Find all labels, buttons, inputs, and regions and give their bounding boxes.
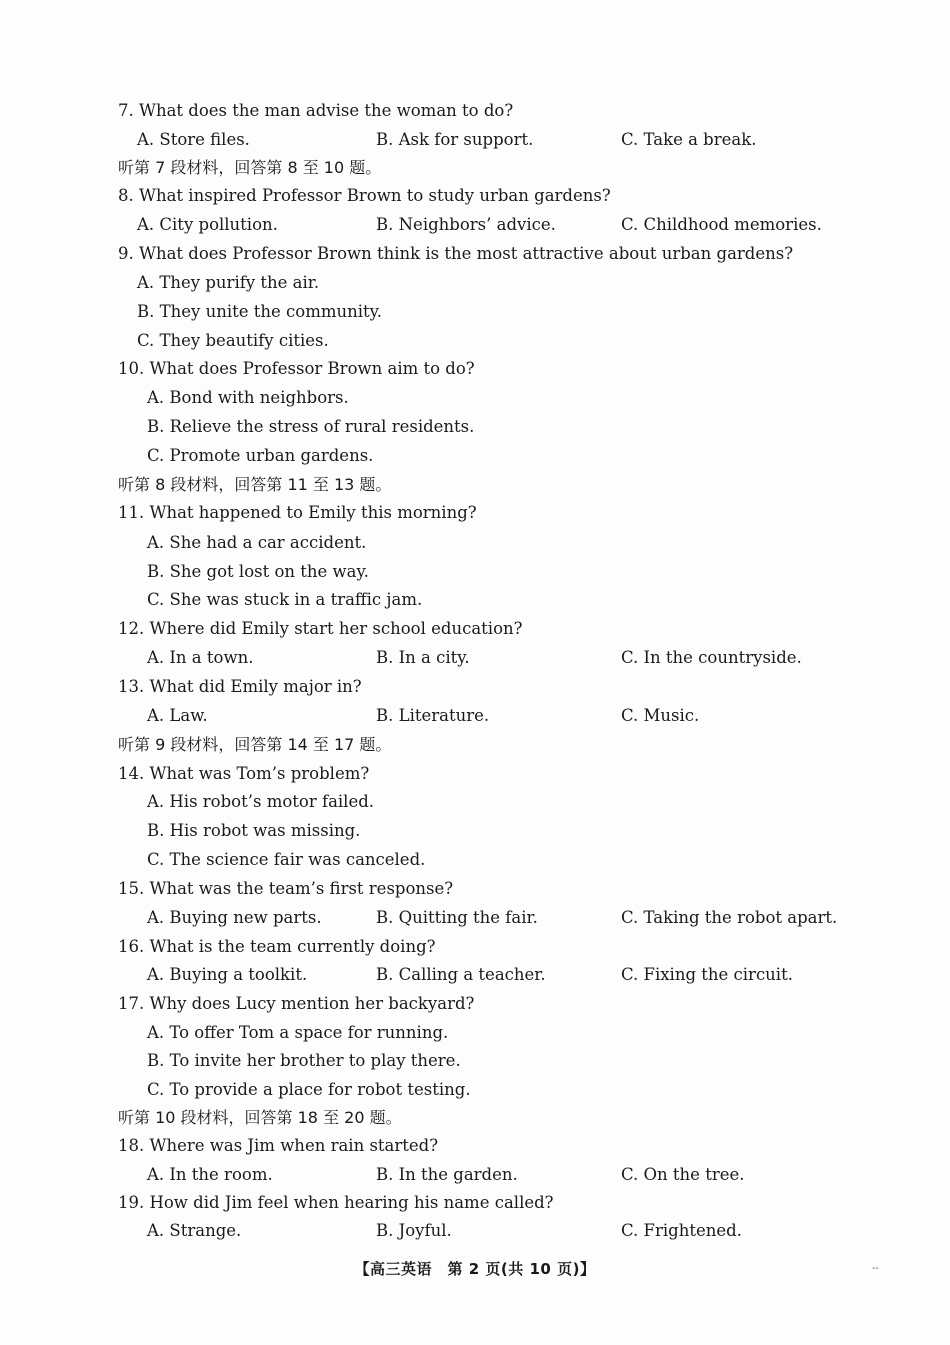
q18-option-b: B. In the garden. (376, 1165, 518, 1184)
q10-option-a: A. Bond with neighbors. (147, 388, 349, 407)
q8-option-b: B. Neighbors’ advice. (376, 215, 556, 234)
question-13: 13. What did Emily major in? (118, 677, 362, 696)
q12-option-b: B. In a city. (376, 648, 470, 667)
q18-option-c: C. On the tree. (621, 1165, 745, 1184)
section-9-heading: 听第 9 段材料，回答第 14 至 17 题。 (118, 735, 392, 754)
question-15: 15. What was the team’s first response? (118, 879, 454, 898)
question-14: 14. What was Tom’s problem? (118, 764, 370, 783)
q14-option-a: A. His robot’s motor failed. (147, 792, 375, 811)
q10-option-b: B. Relieve the stress of rural residents. (147, 417, 475, 436)
q13-option-c: C. Music. (621, 706, 700, 725)
q15-option-c: C. Taking the robot apart. (621, 908, 838, 927)
section-7-heading: 听第 7 段材料，回答第 8 至 10 题。 (118, 158, 382, 177)
question-16: 16. What is the team currently doing? (118, 937, 436, 956)
q17-option-b: B. To invite her brother to play there. (147, 1051, 461, 1070)
q16-option-c: C. Fixing the circuit. (621, 965, 793, 984)
q9-option-c: C. They beautify cities. (137, 331, 329, 350)
q9-option-a: A. They purify the air. (137, 273, 320, 292)
q17-option-c: C. To provide a place for robot testing. (147, 1080, 471, 1099)
q19-option-b: B. Joyful. (376, 1221, 452, 1240)
q11-option-c: C. She was stuck in a traffic jam. (147, 590, 423, 609)
q15-option-a: A. Buying new parts. (147, 908, 322, 927)
q12-option-c: C. In the countryside. (621, 648, 802, 667)
q9-option-b: B. They unite the community. (137, 302, 383, 321)
q14-option-c: C. The science fair was canceled. (147, 850, 426, 869)
corner-mark: -- (872, 1263, 879, 1274)
question-10: 10. What does Professor Brown aim to do? (118, 359, 475, 378)
question-9: 9. What does Professor Brown think is the most attractive about urban gardens? (118, 244, 794, 263)
q11-option-a: A. She had a car accident. (147, 533, 367, 552)
page-footer: 【高三英语 第 2 页(共 10 页)】 (354, 1260, 596, 1278)
q15-option-b: B. Quitting the fair. (376, 908, 538, 927)
q7-option-a: A. Store files. (137, 130, 250, 149)
q7-option-c: C. Take a break. (621, 130, 757, 149)
q10-option-c: C. Promote urban gardens. (147, 446, 374, 465)
q13-option-b: B. Literature. (376, 706, 490, 725)
q19-option-c: C. Frightened. (621, 1221, 742, 1240)
question-7: 7. What does the man advise the woman to do? (118, 101, 514, 120)
question-8: 8. What inspired Professor Brown to study urban gardens? (118, 186, 611, 205)
question-17: 17. Why does Lucy mention her backyard? (118, 994, 475, 1013)
q13-option-a: A. Law. (147, 706, 208, 725)
question-19: 19. How did Jim feel when hearing his name called? (118, 1193, 554, 1212)
q19-option-a: A. Strange. (147, 1221, 242, 1240)
q17-option-a: A. To offer Tom a space for running. (147, 1023, 449, 1042)
q7-option-b: B. Ask for support. (376, 130, 534, 149)
q8-option-a: A. City pollution. (137, 215, 278, 234)
question-11: 11. What happened to Emily this morning? (118, 503, 477, 522)
q18-option-a: A. In the room. (147, 1165, 273, 1184)
q16-option-b: B. Calling a teacher. (376, 965, 546, 984)
q14-option-b: B. His robot was missing. (147, 821, 361, 840)
question-12: 12. Where did Emily start her school education? (118, 619, 523, 638)
q16-option-a: A. Buying a toolkit. (147, 965, 308, 984)
section-8-heading: 听第 8 段材料，回答第 11 至 13 题。 (118, 475, 392, 494)
question-18: 18. Where was Jim when rain started? (118, 1136, 439, 1155)
section-10-heading: 听第 10 段材料，回答第 18 至 20 题。 (118, 1108, 402, 1127)
q11-option-b: B. She got lost on the way. (147, 562, 369, 581)
q12-option-a: A. In a town. (147, 648, 254, 667)
q8-option-c: C. Childhood memories. (621, 215, 822, 234)
